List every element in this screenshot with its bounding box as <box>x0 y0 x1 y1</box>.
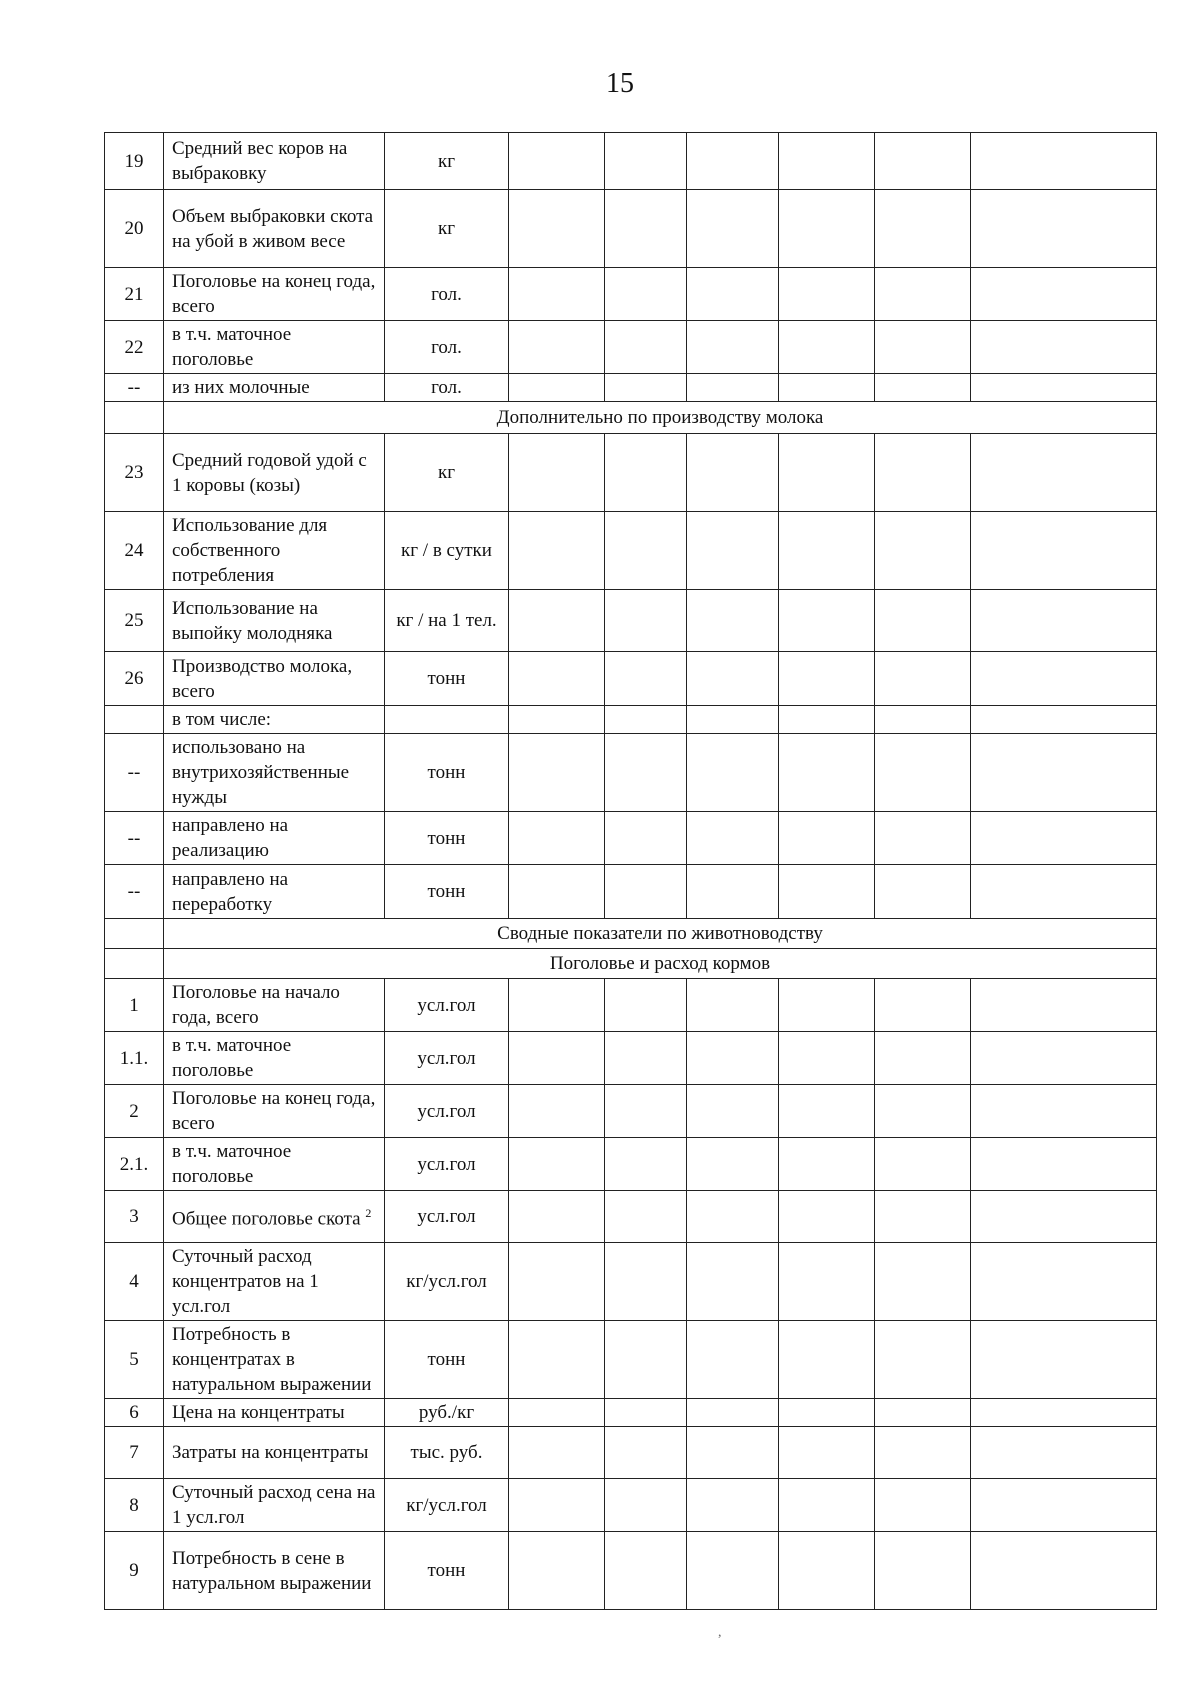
value-cell[interactable] <box>687 190 779 268</box>
value-cell[interactable] <box>605 190 687 268</box>
value-cell[interactable] <box>779 434 875 512</box>
value-cell[interactable] <box>971 1399 1157 1427</box>
table-row <box>105 268 1157 321</box>
value-cell[interactable] <box>605 1321 687 1399</box>
value-cell[interactable] <box>875 374 971 402</box>
table-row <box>105 1243 1157 1321</box>
value-cell[interactable] <box>687 133 779 190</box>
value-cell[interactable] <box>875 512 971 590</box>
indicator-name: из них молочные <box>172 377 310 398</box>
value-cell[interactable] <box>605 979 687 1032</box>
value-cell[interactable] <box>509 190 605 268</box>
unit-cell: кг / в сутки <box>385 512 509 590</box>
value-cell[interactable] <box>509 590 605 652</box>
indicator-name: Средний годовой удой с 1 коровы (козы) <box>172 449 367 496</box>
row-number-cell: 8 <box>105 1479 164 1532</box>
indicator-name-cell <box>164 1191 385 1243</box>
row-number-cell: 26 <box>105 652 164 706</box>
indicator-name: Использование на выпойку молодняка <box>172 597 333 644</box>
value-cell[interactable] <box>509 512 605 590</box>
value-cell[interactable] <box>875 321 971 374</box>
value-cell[interactable] <box>971 268 1157 321</box>
unit-cell: усл.гол <box>385 1138 509 1191</box>
value-cell[interactable] <box>875 190 971 268</box>
section-header-row <box>105 919 1157 949</box>
value-cell[interactable] <box>875 1191 971 1243</box>
indicator-name-cell <box>164 865 385 919</box>
value-cell[interactable] <box>971 812 1157 865</box>
value-cell[interactable] <box>779 374 875 402</box>
value-cell[interactable] <box>509 1032 605 1085</box>
value-cell[interactable] <box>687 1427 779 1479</box>
table-row <box>105 590 1157 652</box>
unit-cell: гол. <box>385 321 509 374</box>
row-number-cell: 20 <box>105 190 164 268</box>
value-cell[interactable] <box>971 734 1157 812</box>
value-cell[interactable] <box>687 1032 779 1085</box>
table-row <box>105 512 1157 590</box>
value-cell[interactable] <box>779 1321 875 1399</box>
value-cell[interactable] <box>509 1399 605 1427</box>
table-row <box>105 434 1157 512</box>
value-cell[interactable] <box>509 434 605 512</box>
value-cell[interactable] <box>509 1085 605 1138</box>
indicator-name-cell <box>164 812 385 865</box>
value-cell[interactable] <box>687 512 779 590</box>
value-cell[interactable] <box>605 321 687 374</box>
value-cell[interactable] <box>605 1243 687 1321</box>
table-row <box>105 865 1157 919</box>
indicator-name: Суточный расход концентратов на 1 усл.гол <box>172 1246 319 1317</box>
value-cell[interactable] <box>875 1243 971 1321</box>
indicator-name: Цена на концентраты <box>172 1402 345 1423</box>
indicator-name-cell <box>164 979 385 1032</box>
unit-cell: кг <box>385 434 509 512</box>
value-cell[interactable] <box>605 1085 687 1138</box>
table-row <box>105 734 1157 812</box>
value-cell[interactable] <box>605 652 687 706</box>
value-cell[interactable] <box>779 734 875 812</box>
table-row <box>105 1191 1157 1243</box>
indicator-name: Производство молока, всего <box>172 655 353 702</box>
indicator-name-cell <box>164 1243 385 1321</box>
value-cell[interactable] <box>687 1085 779 1138</box>
value-cell[interactable] <box>875 979 971 1032</box>
value-cell[interactable] <box>779 706 875 734</box>
value-cell[interactable] <box>779 1532 875 1610</box>
unit-cell: усл.гол <box>385 1032 509 1085</box>
indicator-name: Средний вес коров на выбраковку <box>172 138 348 184</box>
value-cell[interactable] <box>971 434 1157 512</box>
row-number-cell: -- <box>105 865 164 919</box>
row-number-cell: -- <box>105 734 164 812</box>
indicator-name-cell <box>164 1138 385 1191</box>
row-number-cell: 24 <box>105 512 164 590</box>
value-cell[interactable] <box>779 1479 875 1532</box>
value-cell[interactable] <box>875 812 971 865</box>
unit-cell: кг/усл.гол <box>385 1479 509 1532</box>
value-cell[interactable] <box>605 133 687 190</box>
indicator-name-cell <box>164 321 385 374</box>
row-number-cell <box>105 919 164 949</box>
value-cell[interactable] <box>971 1085 1157 1138</box>
row-number-cell: -- <box>105 812 164 865</box>
row-number-cell: 1 <box>105 979 164 1032</box>
value-cell[interactable] <box>605 1399 687 1427</box>
row-number-cell: 22 <box>105 321 164 374</box>
row-number-cell: 9 <box>105 1532 164 1610</box>
value-cell[interactable] <box>779 652 875 706</box>
value-cell[interactable] <box>605 590 687 652</box>
indicator-name: направлено на переработку <box>172 868 289 915</box>
value-cell[interactable] <box>687 734 779 812</box>
unit-cell: тонн <box>385 812 509 865</box>
indicator-name: использовано на внутрихозяйственные нужды <box>172 737 350 808</box>
table-row <box>105 321 1157 374</box>
value-cell[interactable] <box>605 1032 687 1085</box>
value-cell[interactable] <box>687 865 779 919</box>
value-cell[interactable] <box>875 133 971 190</box>
unit-cell: тонн <box>385 734 509 812</box>
row-number-cell: 2.1. <box>105 1138 164 1191</box>
indicator-name: Потребность в концентратах в натуральном выражении <box>172 1324 372 1395</box>
row-number-cell: 21 <box>105 268 164 321</box>
unit-cell: гол. <box>385 268 509 321</box>
value-cell[interactable] <box>779 1243 875 1321</box>
value-cell[interactable] <box>509 1321 605 1399</box>
value-cell[interactable] <box>605 706 687 734</box>
value-cell[interactable] <box>779 590 875 652</box>
indicator-name: Поголовье на конец года, всего <box>172 1088 376 1134</box>
footnote-marker: 2 <box>365 1206 372 1221</box>
value-cell[interactable] <box>605 268 687 321</box>
value-cell[interactable] <box>687 1399 779 1427</box>
value-cell[interactable] <box>509 1243 605 1321</box>
indicator-name: Поголовье на конец года, всего <box>172 271 376 317</box>
unit-cell: тонн <box>385 865 509 919</box>
indicator-name-cell <box>164 706 385 734</box>
value-cell[interactable] <box>779 190 875 268</box>
value-cell[interactable] <box>509 268 605 321</box>
indicator-name-cell <box>164 590 385 652</box>
value-cell[interactable] <box>971 652 1157 706</box>
value-cell[interactable] <box>779 1032 875 1085</box>
value-cell[interactable] <box>605 1532 687 1610</box>
unit-cell: тонн <box>385 1321 509 1399</box>
value-cell[interactable] <box>605 1138 687 1191</box>
value-cell[interactable] <box>971 190 1157 268</box>
value-cell[interactable] <box>875 1138 971 1191</box>
unit-cell: кг <box>385 133 509 190</box>
value-cell[interactable] <box>509 979 605 1032</box>
value-cell[interactable] <box>779 812 875 865</box>
value-cell[interactable] <box>779 1399 875 1427</box>
value-cell[interactable] <box>509 812 605 865</box>
value-cell[interactable] <box>605 812 687 865</box>
value-cell[interactable] <box>687 1479 779 1532</box>
indicator-name-cell <box>164 1399 385 1427</box>
value-cell[interactable] <box>779 1085 875 1138</box>
table-row <box>105 652 1157 706</box>
indicator-name-cell <box>164 190 385 268</box>
indicator-name-cell <box>164 1085 385 1138</box>
row-number-cell: 6 <box>105 1399 164 1427</box>
table-row <box>105 1032 1157 1085</box>
value-cell[interactable] <box>971 1479 1157 1532</box>
indicator-name-cell <box>164 1321 385 1399</box>
row-number-cell: 1.1. <box>105 1032 164 1085</box>
value-cell[interactable] <box>875 590 971 652</box>
value-cell[interactable] <box>875 1321 971 1399</box>
indicator-name-cell <box>164 133 385 190</box>
row-number-cell: 5 <box>105 1321 164 1399</box>
indicator-name: Использование для собственного потребления <box>172 515 328 586</box>
table-row <box>105 1532 1157 1610</box>
value-cell[interactable] <box>971 865 1157 919</box>
unit-cell: усл.гол <box>385 1191 509 1243</box>
value-cell[interactable] <box>971 1532 1157 1610</box>
value-cell[interactable] <box>509 1191 605 1243</box>
indicator-name: Объем выбраковки скота на убой в живом весе <box>172 205 374 252</box>
row-number-cell: 25 <box>105 590 164 652</box>
value-cell[interactable] <box>687 590 779 652</box>
row-number-cell: 19 <box>105 133 164 190</box>
value-cell[interactable] <box>687 268 779 321</box>
unit-cell: тыс. руб. <box>385 1427 509 1479</box>
value-cell[interactable] <box>971 321 1157 374</box>
indicator-name: в том числе: <box>172 709 272 730</box>
unit-cell: кг/усл.гол <box>385 1243 509 1321</box>
row-number-cell: 7 <box>105 1427 164 1479</box>
value-cell[interactable] <box>779 268 875 321</box>
indicator-name-cell <box>164 434 385 512</box>
value-cell[interactable] <box>875 1427 971 1479</box>
indicator-name-cell <box>164 1479 385 1532</box>
value-cell[interactable] <box>509 1427 605 1479</box>
table-body <box>105 133 1157 1610</box>
value-cell[interactable] <box>687 706 779 734</box>
value-cell[interactable] <box>875 865 971 919</box>
value-cell[interactable] <box>971 512 1157 590</box>
value-cell[interactable] <box>875 652 971 706</box>
value-cell[interactable] <box>971 1138 1157 1191</box>
unit-cell: руб./кг <box>385 1399 509 1427</box>
indicator-name-cell <box>164 1532 385 1610</box>
unit-cell: усл.гол <box>385 1085 509 1138</box>
value-cell[interactable] <box>875 1399 971 1427</box>
value-cell[interactable] <box>687 652 779 706</box>
indicator-name-cell <box>164 1032 385 1085</box>
indicator-name: Затраты на концентраты <box>172 1442 369 1463</box>
unit-cell: тонн <box>385 652 509 706</box>
value-cell[interactable] <box>779 1138 875 1191</box>
table-row <box>105 1085 1157 1138</box>
value-cell[interactable] <box>509 652 605 706</box>
value-cell[interactable] <box>687 1191 779 1243</box>
unit-cell: кг <box>385 190 509 268</box>
table-row <box>105 1138 1157 1191</box>
unit-cell: кг / на 1 тел. <box>385 590 509 652</box>
value-cell[interactable] <box>779 133 875 190</box>
table-row <box>105 133 1157 190</box>
table-row <box>105 190 1157 268</box>
row-number-cell: 4 <box>105 1243 164 1321</box>
indicator-name: Суточный расход сена на 1 усл.гол <box>172 1482 376 1528</box>
section-title: Дополнительно по производству молока <box>164 402 1157 434</box>
table-row <box>105 1321 1157 1399</box>
stray-mark: , <box>718 1625 722 1640</box>
value-cell[interactable] <box>875 268 971 321</box>
value-cell[interactable] <box>779 865 875 919</box>
indicator-name-cell <box>164 652 385 706</box>
table-row <box>105 1479 1157 1532</box>
value-cell[interactable] <box>971 1321 1157 1399</box>
unit-cell: гол. <box>385 374 509 402</box>
value-cell[interactable] <box>971 706 1157 734</box>
table-row <box>105 979 1157 1032</box>
table-row <box>105 1399 1157 1427</box>
row-number-cell <box>105 402 164 434</box>
value-cell[interactable] <box>779 321 875 374</box>
value-cell[interactable] <box>509 1138 605 1191</box>
value-cell[interactable] <box>605 1427 687 1479</box>
section-header-row <box>105 949 1157 979</box>
table-row <box>105 812 1157 865</box>
indicator-name: Потребность в сене в натуральном выражении <box>172 1547 372 1594</box>
value-cell[interactable] <box>509 133 605 190</box>
value-cell[interactable] <box>605 865 687 919</box>
row-number-cell: -- <box>105 374 164 402</box>
indicator-name-cell <box>164 374 385 402</box>
value-cell[interactable] <box>971 590 1157 652</box>
value-cell[interactable] <box>971 1032 1157 1085</box>
value-cell[interactable] <box>971 1191 1157 1243</box>
value-cell[interactable] <box>687 1321 779 1399</box>
value-cell[interactable] <box>687 434 779 512</box>
value-cell[interactable] <box>605 434 687 512</box>
value-cell[interactable] <box>971 374 1157 402</box>
value-cell[interactable] <box>509 1479 605 1532</box>
section-title: Поголовье и расход кормов <box>164 949 1157 979</box>
indicator-name: в т.ч. маточное поголовье <box>172 324 292 370</box>
value-cell[interactable] <box>509 374 605 402</box>
value-cell[interactable] <box>875 706 971 734</box>
indicator-name: Общее поголовье скота <box>172 1208 361 1230</box>
value-cell[interactable] <box>875 1032 971 1085</box>
unit-cell <box>385 706 509 734</box>
value-cell[interactable] <box>779 979 875 1032</box>
indicator-name-cell <box>164 268 385 321</box>
value-cell[interactable] <box>971 133 1157 190</box>
row-number-cell: 23 <box>105 434 164 512</box>
unit-cell: усл.гол <box>385 979 509 1032</box>
value-cell[interactable] <box>687 812 779 865</box>
value-cell[interactable] <box>605 374 687 402</box>
value-cell[interactable] <box>687 1532 779 1610</box>
value-cell[interactable] <box>875 734 971 812</box>
row-number-cell: 2 <box>105 1085 164 1138</box>
section-title: Сводные показатели по животноводству <box>164 919 1157 949</box>
value-cell[interactable] <box>779 512 875 590</box>
value-cell[interactable] <box>509 734 605 812</box>
value-cell[interactable] <box>687 374 779 402</box>
value-cell[interactable] <box>971 1243 1157 1321</box>
row-number-cell <box>105 706 164 734</box>
indicator-table <box>104 132 1157 1610</box>
value-cell[interactable] <box>605 1191 687 1243</box>
page-number: 15 <box>606 68 634 99</box>
value-cell[interactable] <box>509 865 605 919</box>
indicator-name: направлено на реализацию <box>172 815 289 861</box>
indicator-name-cell <box>164 512 385 590</box>
indicator-name: в т.ч. маточное поголовье <box>172 1141 292 1187</box>
section-header-row <box>105 402 1157 434</box>
value-cell[interactable] <box>509 1532 605 1610</box>
value-cell[interactable] <box>875 1085 971 1138</box>
value-cell[interactable] <box>509 706 605 734</box>
value-cell[interactable] <box>779 1191 875 1243</box>
indicator-name: Поголовье на начало года, всего <box>172 982 340 1028</box>
value-cell[interactable] <box>875 1479 971 1532</box>
value-cell[interactable] <box>687 979 779 1032</box>
unit-cell: тонн <box>385 1532 509 1610</box>
value-cell[interactable] <box>687 1243 779 1321</box>
table-row <box>105 706 1157 734</box>
table-row <box>105 1427 1157 1479</box>
value-cell[interactable] <box>605 734 687 812</box>
value-cell[interactable] <box>971 979 1157 1032</box>
indicator-name-cell <box>164 734 385 812</box>
value-cell[interactable] <box>875 1532 971 1610</box>
indicator-name-cell <box>164 1427 385 1479</box>
value-cell[interactable] <box>875 434 971 512</box>
value-cell[interactable] <box>779 1427 875 1479</box>
value-cell[interactable] <box>687 321 779 374</box>
value-cell[interactable] <box>605 1479 687 1532</box>
indicator-name: в т.ч. маточное поголовье <box>172 1035 292 1081</box>
value-cell[interactable] <box>971 1427 1157 1479</box>
value-cell[interactable] <box>687 1138 779 1191</box>
value-cell[interactable] <box>509 321 605 374</box>
row-number-cell: 3 <box>105 1191 164 1243</box>
value-cell[interactable] <box>605 512 687 590</box>
table-row <box>105 374 1157 402</box>
row-number-cell <box>105 949 164 979</box>
indicator-table-container <box>104 132 1156 1610</box>
